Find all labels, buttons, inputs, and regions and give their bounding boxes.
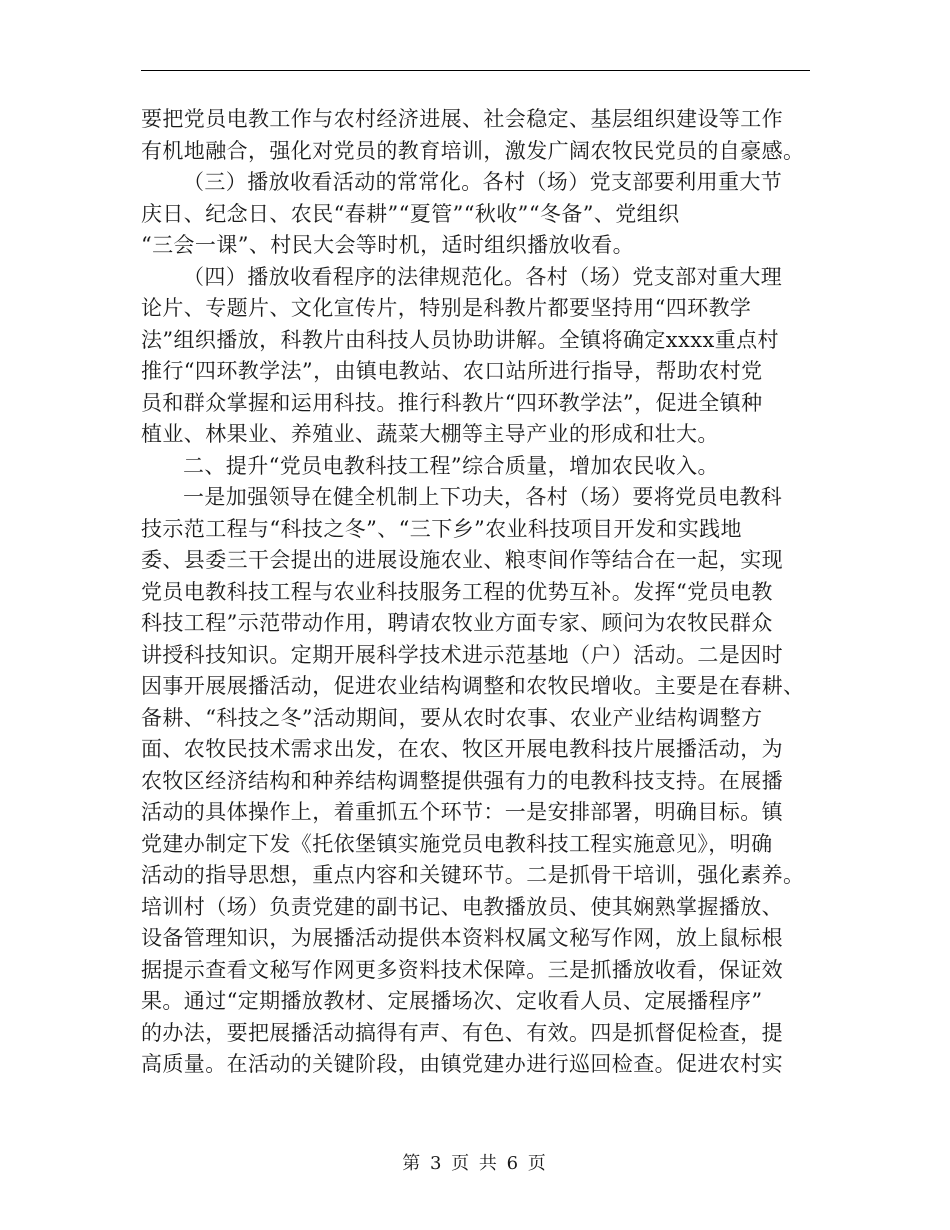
- text-line: 党员电教科技工程与农业科技服务工程的优势互补。发挥“党员电教: [141, 579, 773, 604]
- text-line: 委、县委三干会提出的进展设施农业、粮枣间作等结合在一起，实现: [141, 548, 783, 572]
- text-line: 二、提升“党员电教科技工程”综合质量，增加农民收入。: [183, 453, 719, 478]
- page-footer: 第 3 页 共 6 页: [402, 1153, 548, 1174]
- text-line: 据提示查看文秘写作网更多资料技术保障。三是抓播放收看，保证效: [141, 957, 783, 982]
- text-line: 推行“四环教学法”，由镇电教站、农口站所进行指导，帮助农村党: [141, 359, 763, 383]
- text-line: 讲授科技知识。定期开展科学技术进示范基地（户）活动。二是因时: [141, 642, 783, 667]
- text-line: 技示范工程与“科技之冬”、“三下乡”农业科技项目开发和实践地: [141, 516, 742, 541]
- text-line: 活动的具体操作上，着重抓五个环节：一是安排部署，明确目标。镇: [141, 800, 783, 824]
- text-line: 论片、专题片、文化宣传片，特别是科教片都要坚持用“四环教学: [141, 296, 752, 320]
- text-line: 活动的指导思想，重点内容和关键环节。二是抓骨干培训，强化素养。: [141, 863, 805, 887]
- text-line: “三会一课”、村民大会等时机，适时组织播放收看。: [141, 233, 635, 257]
- text-line: 备耕、“科技之冬”活动期间，要从农时农事、农业产业结构调整方: [141, 705, 763, 730]
- text-line: 农牧区经济结构和种养结构调整提供强有力的电教科技支持。在展播: [141, 768, 783, 793]
- text-line: 设备管理知识，为展播活动提供本资料权属文秘写作网，放上鼠标根: [141, 926, 783, 950]
- text-line: 高质量。在活动的关键阶段，由镇党建办进行巡回检查。促进农村实: [141, 1052, 783, 1076]
- text-line: 因事开展展播活动，促进农业结构调整和农牧民增收。主要是在春耕、: [141, 674, 805, 698]
- text-line: 员和群众掌握和运用科技。推行科教片“四环教学法”，促进全镇种: [141, 390, 763, 415]
- text-line: 庆日、纪念日、农民“春耕”“夏管”“秋收”“冬备”、党组织: [141, 201, 680, 226]
- text-line: 一是加强领导在健全机制上下功夫，各村（场）要将党员电教科: [183, 485, 783, 509]
- text-line: （三）播放收看活动的常常化。各村（场）党支部要利用重大节: [183, 170, 783, 194]
- text-line: 植业、林果业、养殖业、蔬菜大棚等主导产业的形成和壮大。: [141, 422, 719, 446]
- text-line: 要把党员电教工作与农村经济进展、社会稳定、基层组织建设等工作: [141, 107, 783, 131]
- text-line: 的办法，要把展播活动搞得有声、有色、有效。四是抓督促检查，提: [141, 1020, 783, 1045]
- header-rule: [141, 70, 810, 71]
- text-line: （四）播放收看程序的法律规范化。各村（场）党支部对重大理: [183, 264, 783, 289]
- text-line: 面、农牧民技术需求出发，在农、牧区开展电教科技片展播活动，为: [141, 737, 783, 761]
- text-line: 果。通过“定期播放教材、定展播场次、定收看人员、定展播程序”: [141, 989, 763, 1013]
- text-line: 法”组织播放，科教片由科技人员协助讲解。全镇将确定xxxx重点村: [141, 327, 779, 352]
- text-line: 有机地融合，强化对党员的教育培训，激发广阔农牧民党员的自豪感。: [141, 138, 805, 163]
- text-line: 科技工程”示范带动作用，聘请农牧业方面专家、顾问为农牧民群众: [141, 611, 773, 635]
- text-line: 培训村（场）负责党建的副书记、电教播放员、使其娴熟掌握播放、: [141, 894, 783, 919]
- body-text: [141, 104, 813, 1081]
- text-line: 党建办制定下发《托依堡镇实施党员电教科技工程实施意见》，明确: [141, 831, 773, 856]
